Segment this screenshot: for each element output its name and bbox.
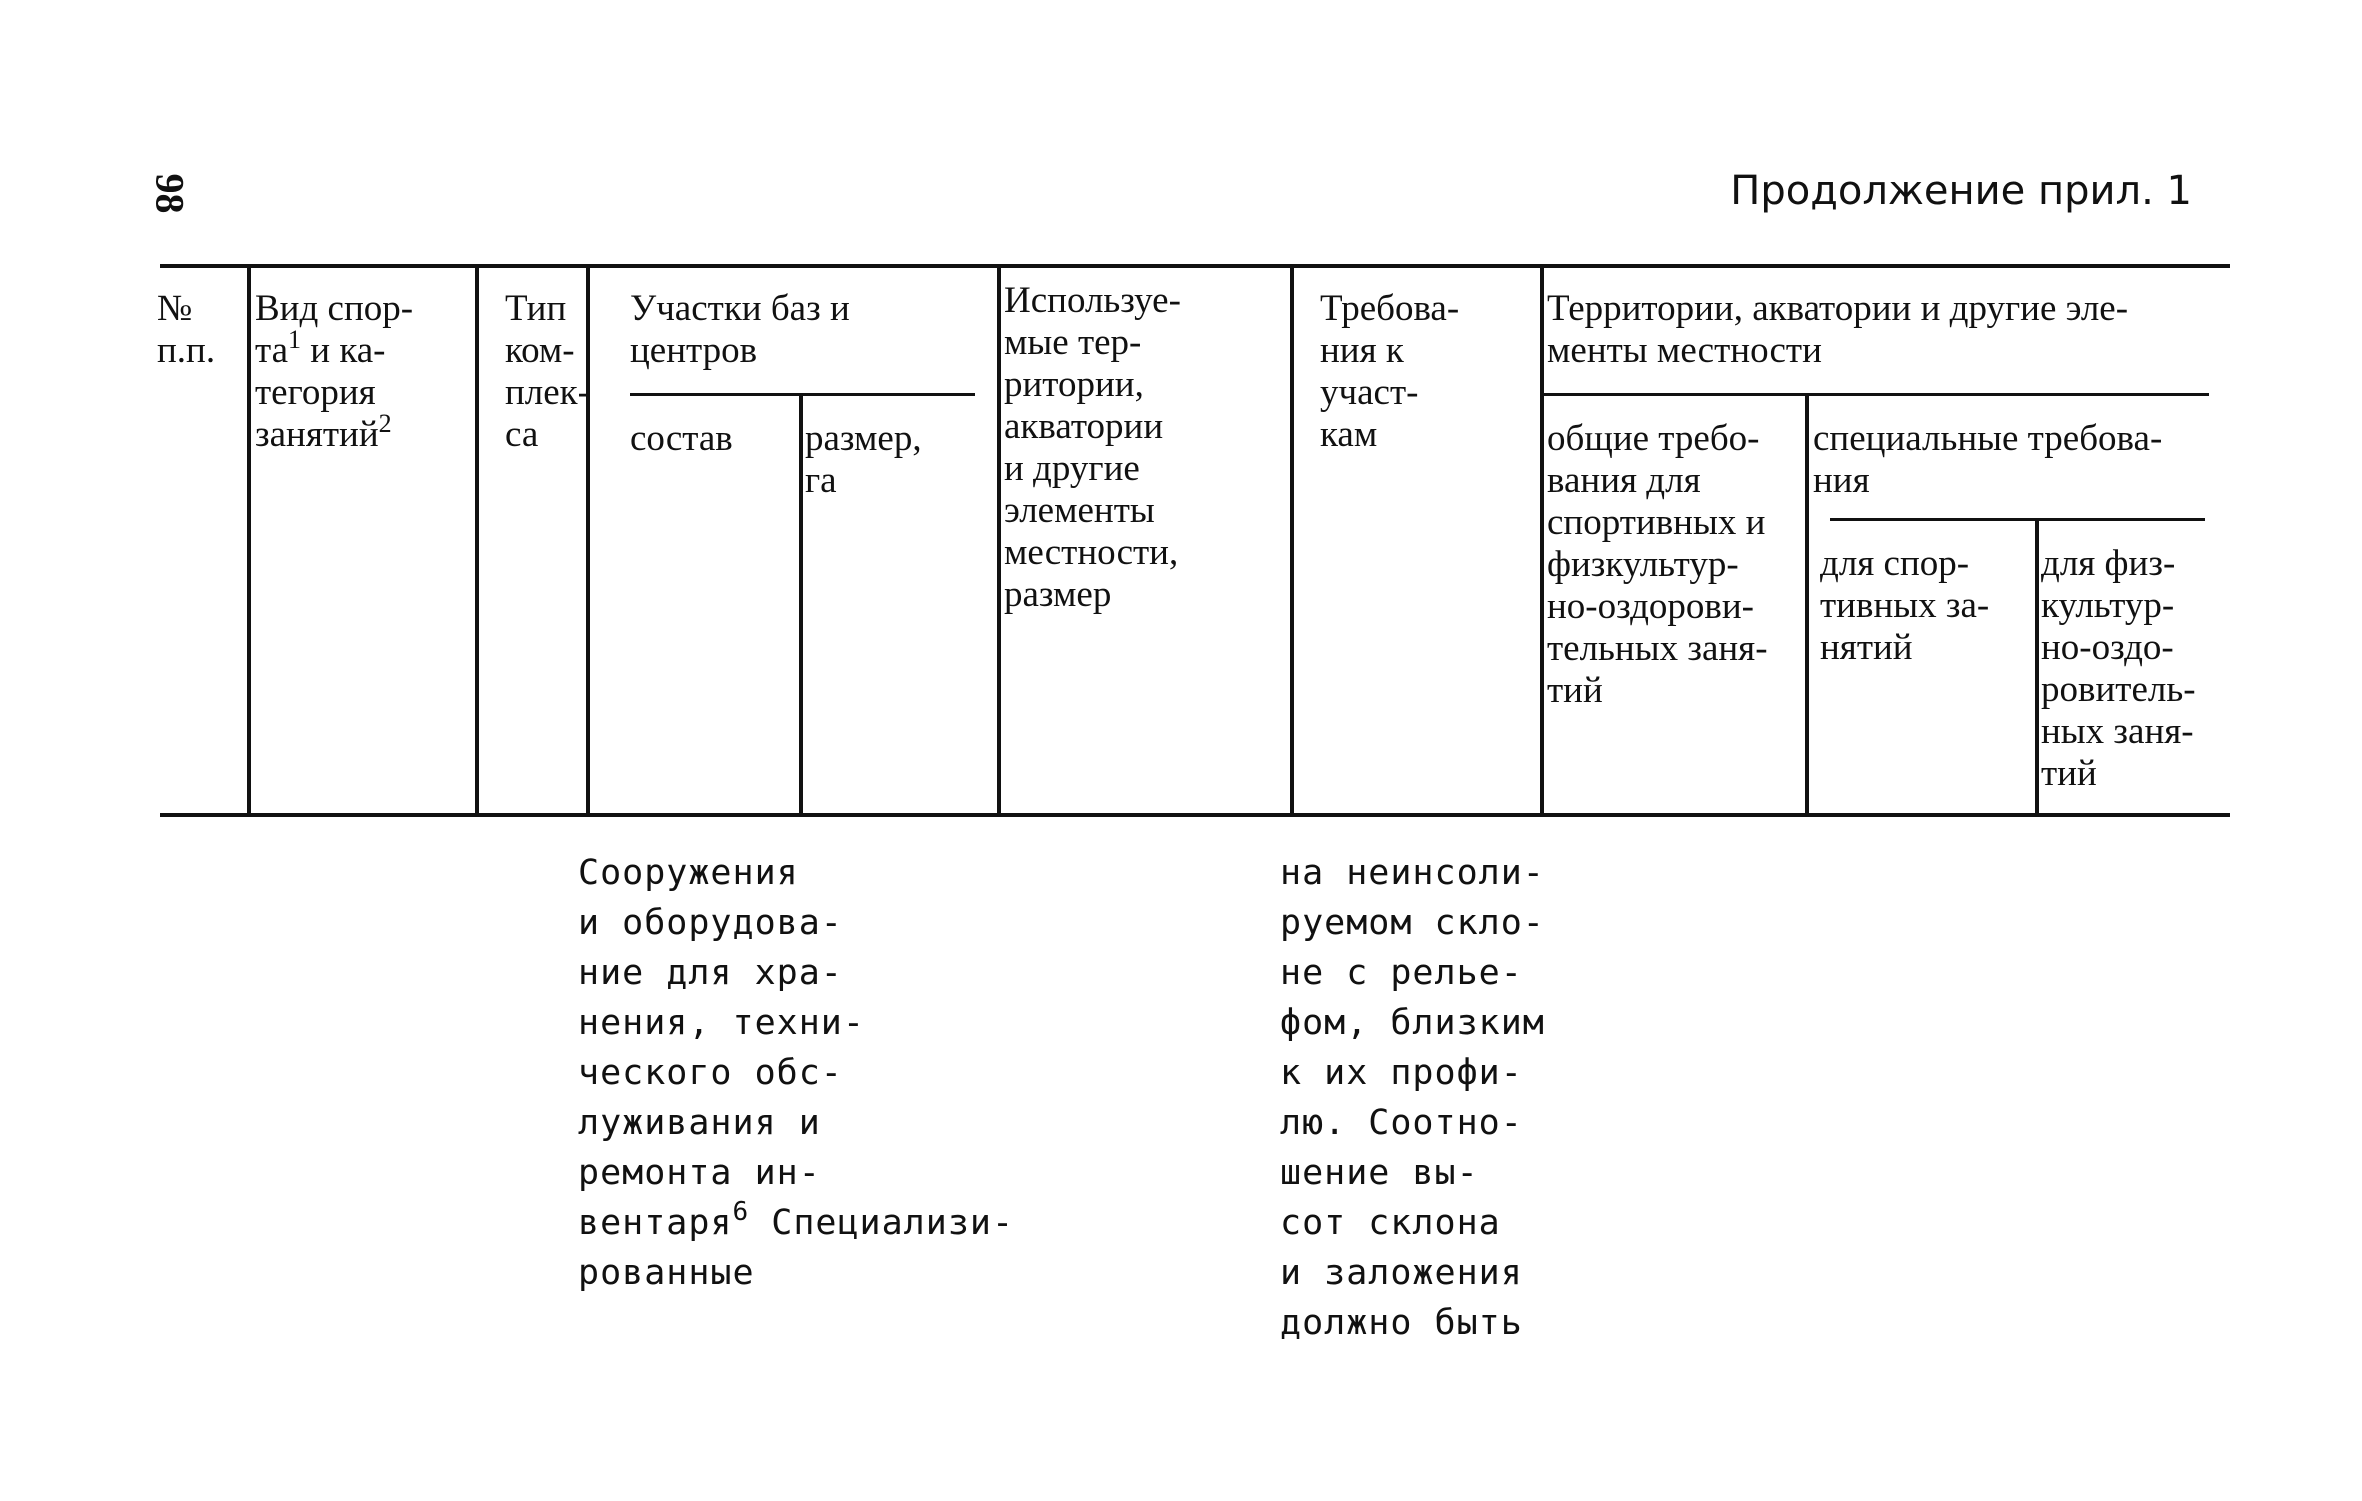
col-divider — [1805, 395, 1809, 815]
body-cell-sections-text: Сооружения и оборудова- ние для хра- нения, техни- ческого обс- луживания и ремонта ин- вентаря — [578, 853, 865, 1243]
header-col-sections: Участки баз и центров — [630, 288, 850, 371]
running-head: Продолжение прил. 1 — [1730, 168, 2192, 214]
header-col-sport — [255, 288, 413, 456]
header-col-special-requirements: специальные требова- ния — [1813, 418, 2163, 501]
col-divider — [997, 268, 1001, 815]
header-col-sections-composition: состав — [630, 418, 733, 459]
col-divider — [1540, 268, 1544, 815]
header-col-complex-type: Тип ком- плек- са — [505, 288, 590, 455]
body-cell-sections-text-rest: Специализи- рованные — [578, 1203, 1015, 1293]
subheader-rule — [1544, 393, 2209, 396]
header-col-used-territories: Используе- мые тер- ритории, акватории и другие элементы местности, размер — [1004, 280, 1181, 615]
table-header-bottom-rule — [160, 813, 2230, 817]
header-col-number: № п.п. — [157, 288, 216, 371]
body-cell-sections — [578, 848, 1014, 1298]
page-number: 98 — [147, 173, 193, 214]
header-col-sport-text-rest: и ка- тегория занятий — [255, 330, 386, 455]
header-col-general-requirements: общие требо- вания для спортивных и физкультур- но-оздорови- тельных заня- тий — [1547, 418, 1768, 711]
subheader-rule — [1830, 518, 2205, 521]
header-col-special-health: для физ- культур- но-оздо- ровитель- ных заня- тий — [2041, 543, 2196, 794]
header-col-sport-text: Вид спор- та — [255, 288, 414, 371]
header-col-requirements: Требова- ния к участ- кам — [1320, 288, 1460, 455]
header-col-territories: Территории, акватории и другие эле- менты местности — [1547, 288, 2129, 371]
header-col-sections-size: размер, га — [805, 418, 922, 501]
footnote-mark: 2 — [378, 409, 392, 438]
table-top-rule — [160, 264, 2230, 268]
col-divider — [799, 395, 803, 815]
col-divider — [247, 268, 251, 815]
col-divider — [475, 268, 479, 815]
subheader-rule — [630, 393, 975, 396]
footnote-mark: 6 — [732, 1197, 750, 1227]
footnote-mark: 1 — [288, 325, 302, 354]
col-divider — [2035, 520, 2039, 815]
body-cell-requirements: на неинсоли- руемом скло- не с релье- фом, близким к их профи- лю. Соотно- шение вы- сот склона и заложения должно быть — [1280, 853, 1545, 1343]
col-divider — [1290, 268, 1294, 815]
header-col-special-sport: для спор- тивных за- нятий — [1820, 543, 1990, 668]
